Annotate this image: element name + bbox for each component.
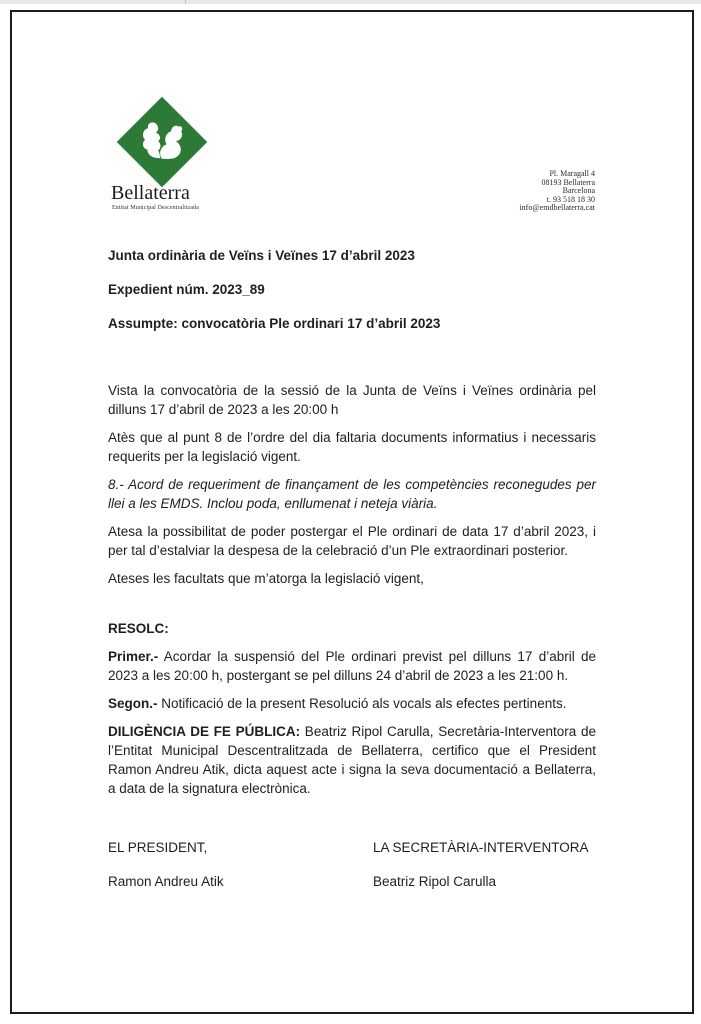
document-body <box>108 381 596 891</box>
signature-secretary <box>373 838 596 891</box>
diligencia-text: Beatriz Ripol Carulla, Secretària-Interventora de l’Entitat Municipal Descentralitzada de Bellaterra, certifico que el President Ramon Andreu Atik, dicta aquest acte i signa la seva documentació a Bellaterra, a data de la signatura electrònica. <box>108 724 596 796</box>
contact-province: Barcelona <box>562 186 595 195</box>
paragraph-diligencia <box>108 722 596 798</box>
header-expedient: Expedient núm. 2023_89 <box>108 282 265 297</box>
diligencia-label: DILIGÈNCIA DE FE PÚBLICA: <box>108 724 301 739</box>
paragraph-ates: Atès que al punt 8 de l’ordre del dia faltaria documents informatius i necessaris requerits per la legislació vigent. <box>108 430 596 464</box>
paragraph-segon <box>108 694 596 713</box>
document-page <box>10 10 694 1014</box>
header-subject: Assumpte: convocatòria Ple ordinari 17 d’abril 2023 <box>108 316 441 331</box>
contact-block <box>519 170 595 213</box>
viewer-top-edge <box>0 0 701 4</box>
paragraph-atesa: Atesa la possibilitat de poder postergar el Ple ordinari de data 17 d’abril 2023, i per tal d’estalviar la despesa de la celebració d’un Ple extraordinari posterior. <box>108 524 596 558</box>
squirrel-icon <box>139 119 185 165</box>
segon-text: Notificació de la present Resolució als vocals als efectes pertinents. <box>157 696 567 711</box>
logo-subtitle: Entitat Municipal Descentralitzada <box>112 205 200 211</box>
primer-text: Acordar la suspensió del Ple ordinari previst pel dilluns 17 d’abril de 2023 a les 20:00 h, postergant se pel dilluns 24 d’abril de 2023 a les 21:00 h. <box>108 649 596 683</box>
contact-email: info@emdbellaterra.cat <box>519 203 595 212</box>
paragraph-agenda-item-8: 8.- Acord de requeriment de finançament de les competències reconegudes per llei a les EMDS. Inclou poda, enllumenat i neteja viària. <box>108 477 596 511</box>
primer-label: Primer.- <box>108 649 159 664</box>
contact-street: Pl. Maragall 4 <box>549 169 595 178</box>
paragraph-vista: Vista la convocatòria de la sessió de la Junta de Veïns i Veïnes ordinària pel dilluns 17 d’abril de 2023 a les 20:00 h <box>108 383 596 417</box>
signature-president-name: Ramon Andreu Atik <box>108 874 224 889</box>
signature-president-role: EL PRESIDENT, <box>108 840 208 855</box>
resolc-heading: RESOLC: <box>108 621 169 636</box>
document-header <box>108 248 596 350</box>
signature-secretary-name: Beatriz Ripol Carulla <box>373 874 497 889</box>
viewer-top-divider <box>185 0 186 4</box>
signature-president <box>108 838 373 891</box>
paragraph-primer <box>108 647 596 685</box>
paragraph-ateses: Ateses les facultats que m’atorga la legislació vigent, <box>108 571 424 586</box>
signature-block <box>108 838 596 891</box>
header-session-title: Junta ordinària de Veïns i Veïnes 17 d’abril 2023 <box>108 248 415 263</box>
logo-wordmark: Bellaterra <box>111 182 190 204</box>
segon-label: Segon.- <box>108 696 158 711</box>
contact-phone: t. 93 518 18 30 <box>546 194 595 204</box>
signature-secretary-role: LA SECRETÀRIA-INTERVENTORA <box>373 840 589 855</box>
contact-postal-city: 08193 Bellaterra <box>541 177 595 187</box>
